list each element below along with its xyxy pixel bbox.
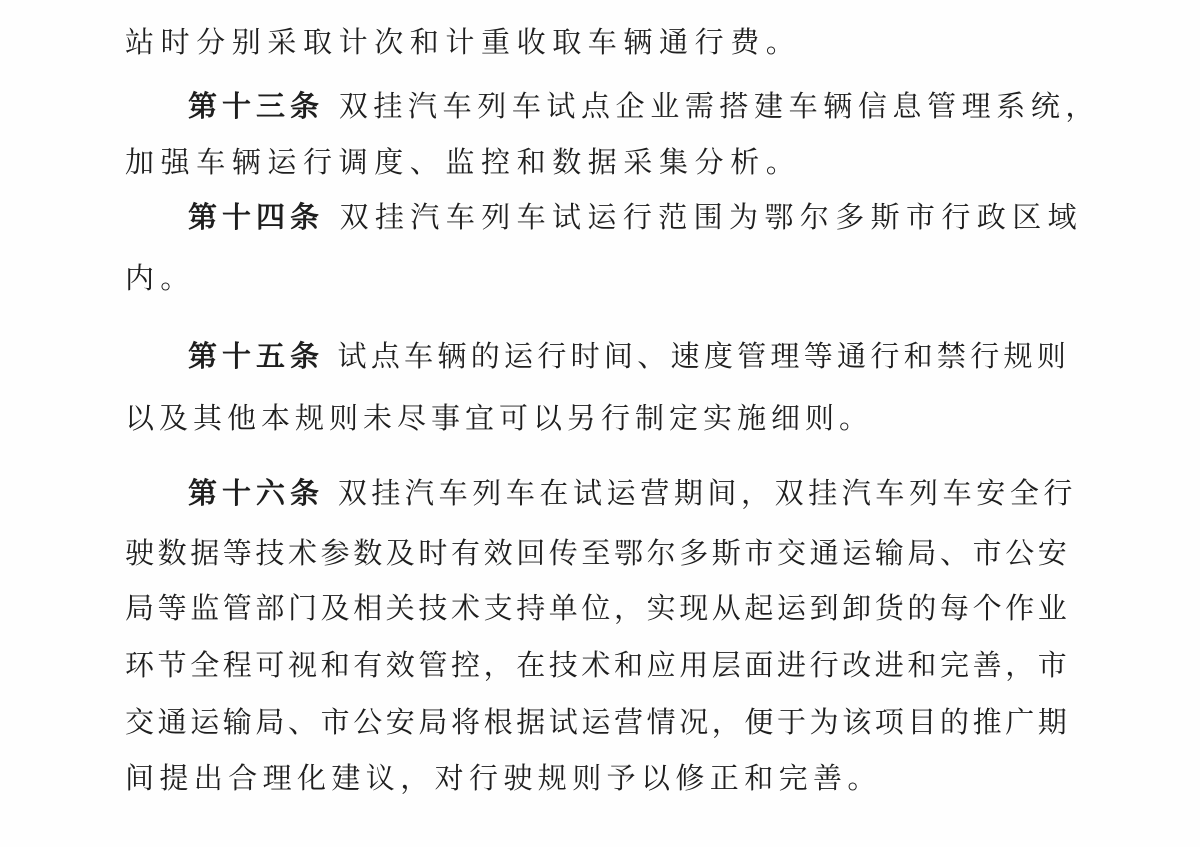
- line-text: 双挂汽车列车试运行范围为鄂尔多斯市行政区域: [324, 200, 1084, 234]
- text-line: [125, 588, 1070, 628]
- article-15-line: [188, 336, 1070, 376]
- article-heading: 第十五条: [188, 339, 325, 373]
- text-line: [125, 645, 1070, 685]
- line-text: 间提出合理化建议，对行驶规则予以修正和完善。: [125, 761, 882, 795]
- line-text: 以及其他本规则未尽事宜可以另行制定实施细则。: [125, 401, 874, 435]
- line-text: 环节全程可视和有效管控，在技术和应用层面进行改进和完善，市: [125, 648, 1071, 682]
- line-text: 内。: [125, 261, 196, 295]
- line-text: 双挂汽车列车在试运营期间，双挂汽车列车安全行: [324, 476, 1078, 510]
- line-text: 双挂汽车列车试点企业需搭建车辆信息管理系统，: [324, 89, 1101, 123]
- line-text: 交通运输局、市公安局将根据试运营情况，便于为该项目的推广期: [125, 705, 1071, 739]
- text-line: [125, 258, 195, 298]
- text-line: [125, 398, 873, 438]
- text-line: [125, 142, 801, 182]
- line-text: 试点车辆的运行时间、速度管理等通行和禁行规则: [324, 339, 1071, 373]
- line-text: 加强车辆运行调度、监控和数据采集分析。: [125, 145, 802, 179]
- text-line: [125, 22, 801, 62]
- text-line: [125, 702, 1070, 742]
- line-text: 局等监管部门及相关技术支持单位，实现从起运到卸货的每个作业: [125, 591, 1071, 625]
- article-14-line: [188, 197, 1083, 237]
- text-line: [125, 533, 1070, 573]
- article-heading: 第十三条: [188, 89, 325, 123]
- text-line: [125, 758, 882, 798]
- article-16-line: [188, 473, 1077, 513]
- article-heading: 第十四条: [188, 200, 325, 234]
- article-heading: 第十六条: [188, 476, 325, 510]
- line-text: 驶数据等技术参数及时有效回传至鄂尔多斯市交通运输局、市公安: [125, 536, 1071, 570]
- article-13-line: [188, 86, 1100, 126]
- line-text: 站时分别采取计次和计重收取车辆通行费。: [125, 25, 802, 59]
